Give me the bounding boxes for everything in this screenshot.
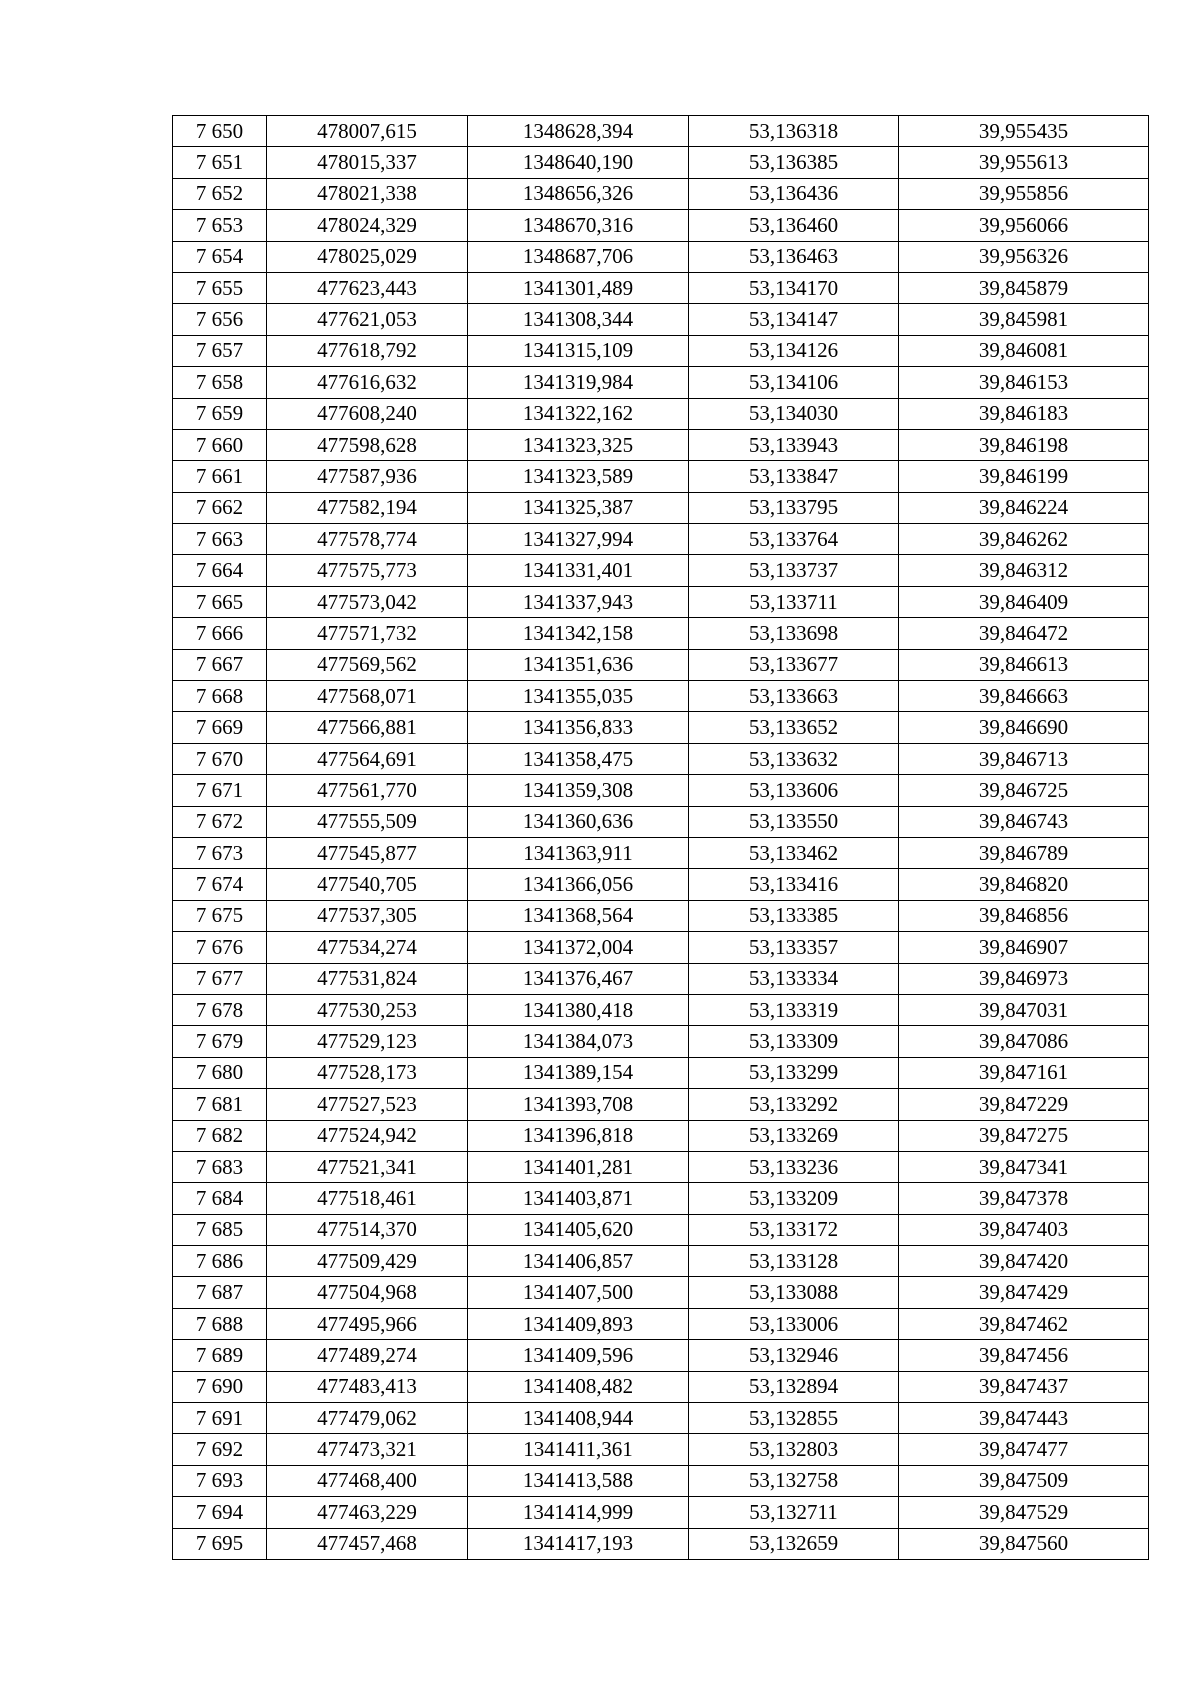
x-coordinate-cell: 477504,968 xyxy=(267,1277,468,1308)
latitude-cell: 53,133309 xyxy=(689,1026,899,1057)
longitude-cell: 39,846713 xyxy=(899,743,1149,774)
latitude-cell: 53,133357 xyxy=(689,932,899,963)
latitude-cell: 53,132711 xyxy=(689,1497,899,1528)
y-coordinate-cell: 1341363,911 xyxy=(468,837,689,868)
point-number-cell: 7 675 xyxy=(173,900,267,931)
table-row xyxy=(173,649,1149,680)
table-row xyxy=(173,304,1149,335)
coordinates-table-body xyxy=(173,116,1149,1560)
x-coordinate-cell: 477463,229 xyxy=(267,1497,468,1528)
y-coordinate-cell: 1341327,994 xyxy=(468,524,689,555)
x-coordinate-cell: 477457,468 xyxy=(267,1528,468,1559)
latitude-cell: 53,133711 xyxy=(689,586,899,617)
latitude-cell: 53,134147 xyxy=(689,304,899,335)
latitude-cell: 53,133299 xyxy=(689,1057,899,1088)
longitude-cell: 39,847275 xyxy=(899,1120,1149,1151)
y-coordinate-cell: 1341331,401 xyxy=(468,555,689,586)
table-row xyxy=(173,869,1149,900)
y-coordinate-cell: 1341368,564 xyxy=(468,900,689,931)
x-coordinate-cell: 477529,123 xyxy=(267,1026,468,1057)
y-coordinate-cell: 1341315,109 xyxy=(468,335,689,366)
latitude-cell: 53,133632 xyxy=(689,743,899,774)
table-row xyxy=(173,178,1149,209)
x-coordinate-cell: 477571,732 xyxy=(267,618,468,649)
latitude-cell: 53,132855 xyxy=(689,1403,899,1434)
x-coordinate-cell: 477479,062 xyxy=(267,1403,468,1434)
latitude-cell: 53,136463 xyxy=(689,241,899,272)
latitude-cell: 53,133088 xyxy=(689,1277,899,1308)
table-row xyxy=(173,1340,1149,1371)
longitude-cell: 39,846725 xyxy=(899,775,1149,806)
point-number-cell: 7 662 xyxy=(173,492,267,523)
x-coordinate-cell: 477621,053 xyxy=(267,304,468,335)
table-row xyxy=(173,1308,1149,1339)
longitude-cell: 39,846907 xyxy=(899,932,1149,963)
y-coordinate-cell: 1341414,999 xyxy=(468,1497,689,1528)
y-coordinate-cell: 1341308,344 xyxy=(468,304,689,335)
longitude-cell: 39,847529 xyxy=(899,1497,1149,1528)
y-coordinate-cell: 1341376,467 xyxy=(468,963,689,994)
table-row xyxy=(173,932,1149,963)
latitude-cell: 53,133764 xyxy=(689,524,899,555)
y-coordinate-cell: 1341396,818 xyxy=(468,1120,689,1151)
y-coordinate-cell: 1341411,361 xyxy=(468,1434,689,1465)
y-coordinate-cell: 1348656,326 xyxy=(468,178,689,209)
latitude-cell: 53,133128 xyxy=(689,1246,899,1277)
point-number-cell: 7 695 xyxy=(173,1528,267,1559)
point-number-cell: 7 672 xyxy=(173,806,267,837)
longitude-cell: 39,847456 xyxy=(899,1340,1149,1371)
x-coordinate-cell: 477489,274 xyxy=(267,1340,468,1371)
x-coordinate-cell: 477564,691 xyxy=(267,743,468,774)
point-number-cell: 7 660 xyxy=(173,429,267,460)
y-coordinate-cell: 1341342,158 xyxy=(468,618,689,649)
x-coordinate-cell: 477495,966 xyxy=(267,1308,468,1339)
y-coordinate-cell: 1341401,281 xyxy=(468,1151,689,1182)
latitude-cell: 53,134170 xyxy=(689,272,899,303)
longitude-cell: 39,847462 xyxy=(899,1308,1149,1339)
table-row xyxy=(173,272,1149,303)
y-coordinate-cell: 1341403,871 xyxy=(468,1183,689,1214)
longitude-cell: 39,847437 xyxy=(899,1371,1149,1402)
point-number-cell: 7 678 xyxy=(173,994,267,1025)
table-row xyxy=(173,1277,1149,1308)
y-coordinate-cell: 1341322,162 xyxy=(468,398,689,429)
y-coordinate-cell: 1341323,589 xyxy=(468,461,689,492)
x-coordinate-cell: 477578,774 xyxy=(267,524,468,555)
point-number-cell: 7 661 xyxy=(173,461,267,492)
x-coordinate-cell: 477518,461 xyxy=(267,1183,468,1214)
latitude-cell: 53,132894 xyxy=(689,1371,899,1402)
point-number-cell: 7 650 xyxy=(173,116,267,147)
y-coordinate-cell: 1341372,004 xyxy=(468,932,689,963)
latitude-cell: 53,134030 xyxy=(689,398,899,429)
y-coordinate-cell: 1341413,588 xyxy=(468,1465,689,1496)
latitude-cell: 53,136436 xyxy=(689,178,899,209)
table-row xyxy=(173,147,1149,178)
latitude-cell: 53,132659 xyxy=(689,1528,899,1559)
table-row xyxy=(173,335,1149,366)
table-row xyxy=(173,775,1149,806)
point-number-cell: 7 688 xyxy=(173,1308,267,1339)
table-row xyxy=(173,1246,1149,1277)
x-coordinate-cell: 477473,321 xyxy=(267,1434,468,1465)
y-coordinate-cell: 1341417,193 xyxy=(468,1528,689,1559)
point-number-cell: 7 685 xyxy=(173,1214,267,1245)
y-coordinate-cell: 1348687,706 xyxy=(468,241,689,272)
longitude-cell: 39,846198 xyxy=(899,429,1149,460)
x-coordinate-cell: 477573,042 xyxy=(267,586,468,617)
latitude-cell: 53,132803 xyxy=(689,1434,899,1465)
point-number-cell: 7 686 xyxy=(173,1246,267,1277)
point-number-cell: 7 681 xyxy=(173,1089,267,1120)
latitude-cell: 53,133334 xyxy=(689,963,899,994)
table-row xyxy=(173,116,1149,147)
latitude-cell: 53,134106 xyxy=(689,367,899,398)
x-coordinate-cell: 477555,509 xyxy=(267,806,468,837)
latitude-cell: 53,133416 xyxy=(689,869,899,900)
table-row xyxy=(173,1057,1149,1088)
x-coordinate-cell: 477608,240 xyxy=(267,398,468,429)
table-row xyxy=(173,1026,1149,1057)
x-coordinate-cell: 477618,792 xyxy=(267,335,468,366)
x-coordinate-cell: 478021,338 xyxy=(267,178,468,209)
longitude-cell: 39,845981 xyxy=(899,304,1149,335)
latitude-cell: 53,136318 xyxy=(689,116,899,147)
y-coordinate-cell: 1341380,418 xyxy=(468,994,689,1025)
x-coordinate-cell: 477616,632 xyxy=(267,367,468,398)
longitude-cell: 39,846081 xyxy=(899,335,1149,366)
x-coordinate-cell: 477582,194 xyxy=(267,492,468,523)
point-number-cell: 7 668 xyxy=(173,681,267,712)
x-coordinate-cell: 477524,942 xyxy=(267,1120,468,1151)
longitude-cell: 39,955435 xyxy=(899,116,1149,147)
y-coordinate-cell: 1341405,620 xyxy=(468,1214,689,1245)
longitude-cell: 39,845879 xyxy=(899,272,1149,303)
x-coordinate-cell: 477528,173 xyxy=(267,1057,468,1088)
point-number-cell: 7 689 xyxy=(173,1340,267,1371)
table-row xyxy=(173,743,1149,774)
longitude-cell: 39,846312 xyxy=(899,555,1149,586)
latitude-cell: 53,136385 xyxy=(689,147,899,178)
x-coordinate-cell: 477468,400 xyxy=(267,1465,468,1496)
latitude-cell: 53,133172 xyxy=(689,1214,899,1245)
table-row xyxy=(173,1528,1149,1559)
y-coordinate-cell: 1341323,325 xyxy=(468,429,689,460)
y-coordinate-cell: 1341408,482 xyxy=(468,1371,689,1402)
x-coordinate-cell: 478015,337 xyxy=(267,147,468,178)
point-number-cell: 7 669 xyxy=(173,712,267,743)
latitude-cell: 53,133677 xyxy=(689,649,899,680)
point-number-cell: 7 658 xyxy=(173,367,267,398)
longitude-cell: 39,847560 xyxy=(899,1528,1149,1559)
longitude-cell: 39,846856 xyxy=(899,900,1149,931)
longitude-cell: 39,847509 xyxy=(899,1465,1149,1496)
table-row xyxy=(173,712,1149,743)
longitude-cell: 39,847443 xyxy=(899,1403,1149,1434)
latitude-cell: 53,133698 xyxy=(689,618,899,649)
point-number-cell: 7 673 xyxy=(173,837,267,868)
latitude-cell: 53,133606 xyxy=(689,775,899,806)
x-coordinate-cell: 477587,936 xyxy=(267,461,468,492)
longitude-cell: 39,847477 xyxy=(899,1434,1149,1465)
latitude-cell: 53,133209 xyxy=(689,1183,899,1214)
y-coordinate-cell: 1341325,387 xyxy=(468,492,689,523)
longitude-cell: 39,846613 xyxy=(899,649,1149,680)
table-row xyxy=(173,241,1149,272)
table-row xyxy=(173,681,1149,712)
table-row xyxy=(173,429,1149,460)
longitude-cell: 39,846183 xyxy=(899,398,1149,429)
x-coordinate-cell: 477514,370 xyxy=(267,1214,468,1245)
latitude-cell: 53,132758 xyxy=(689,1465,899,1496)
y-coordinate-cell: 1341409,893 xyxy=(468,1308,689,1339)
y-coordinate-cell: 1341366,056 xyxy=(468,869,689,900)
point-number-cell: 7 665 xyxy=(173,586,267,617)
y-coordinate-cell: 1341406,857 xyxy=(468,1246,689,1277)
longitude-cell: 39,847161 xyxy=(899,1057,1149,1088)
longitude-cell: 39,846743 xyxy=(899,806,1149,837)
latitude-cell: 53,133236 xyxy=(689,1151,899,1182)
point-number-cell: 7 676 xyxy=(173,932,267,963)
longitude-cell: 39,956066 xyxy=(899,210,1149,241)
point-number-cell: 7 656 xyxy=(173,304,267,335)
point-number-cell: 7 664 xyxy=(173,555,267,586)
y-coordinate-cell: 1348640,190 xyxy=(468,147,689,178)
y-coordinate-cell: 1341389,154 xyxy=(468,1057,689,1088)
y-coordinate-cell: 1341407,500 xyxy=(468,1277,689,1308)
point-number-cell: 7 694 xyxy=(173,1497,267,1528)
longitude-cell: 39,847086 xyxy=(899,1026,1149,1057)
longitude-cell: 39,847420 xyxy=(899,1246,1149,1277)
table-row xyxy=(173,1120,1149,1151)
longitude-cell: 39,846690 xyxy=(899,712,1149,743)
y-coordinate-cell: 1341356,833 xyxy=(468,712,689,743)
x-coordinate-cell: 477521,341 xyxy=(267,1151,468,1182)
latitude-cell: 53,133385 xyxy=(689,900,899,931)
x-coordinate-cell: 477530,253 xyxy=(267,994,468,1025)
point-number-cell: 7 652 xyxy=(173,178,267,209)
y-coordinate-cell: 1341301,489 xyxy=(468,272,689,303)
longitude-cell: 39,847229 xyxy=(899,1089,1149,1120)
longitude-cell: 39,847031 xyxy=(899,994,1149,1025)
x-coordinate-cell: 477598,628 xyxy=(267,429,468,460)
point-number-cell: 7 693 xyxy=(173,1465,267,1496)
y-coordinate-cell: 1341384,073 xyxy=(468,1026,689,1057)
longitude-cell: 39,846224 xyxy=(899,492,1149,523)
latitude-cell: 53,133550 xyxy=(689,806,899,837)
table-row xyxy=(173,1434,1149,1465)
latitude-cell: 53,136460 xyxy=(689,210,899,241)
table-row xyxy=(173,1183,1149,1214)
latitude-cell: 53,133847 xyxy=(689,461,899,492)
latitude-cell: 53,133943 xyxy=(689,429,899,460)
longitude-cell: 39,846199 xyxy=(899,461,1149,492)
latitude-cell: 53,133663 xyxy=(689,681,899,712)
y-coordinate-cell: 1341355,035 xyxy=(468,681,689,712)
coordinates-table xyxy=(172,115,1149,1560)
point-number-cell: 7 682 xyxy=(173,1120,267,1151)
longitude-cell: 39,955613 xyxy=(899,147,1149,178)
table-row xyxy=(173,1497,1149,1528)
longitude-cell: 39,955856 xyxy=(899,178,1149,209)
x-coordinate-cell: 477483,413 xyxy=(267,1371,468,1402)
longitude-cell: 39,846153 xyxy=(899,367,1149,398)
point-number-cell: 7 683 xyxy=(173,1151,267,1182)
point-number-cell: 7 674 xyxy=(173,869,267,900)
y-coordinate-cell: 1341337,943 xyxy=(468,586,689,617)
latitude-cell: 53,134126 xyxy=(689,335,899,366)
table-row xyxy=(173,1371,1149,1402)
x-coordinate-cell: 477575,773 xyxy=(267,555,468,586)
table-row xyxy=(173,837,1149,868)
x-coordinate-cell: 477569,562 xyxy=(267,649,468,680)
point-number-cell: 7 663 xyxy=(173,524,267,555)
y-coordinate-cell: 1341359,308 xyxy=(468,775,689,806)
x-coordinate-cell: 477623,443 xyxy=(267,272,468,303)
latitude-cell: 53,133795 xyxy=(689,492,899,523)
x-coordinate-cell: 477527,523 xyxy=(267,1089,468,1120)
y-coordinate-cell: 1341358,475 xyxy=(468,743,689,774)
table-row xyxy=(173,586,1149,617)
longitude-cell: 39,846789 xyxy=(899,837,1149,868)
y-coordinate-cell: 1348628,394 xyxy=(468,116,689,147)
point-number-cell: 7 655 xyxy=(173,272,267,303)
point-number-cell: 7 684 xyxy=(173,1183,267,1214)
latitude-cell: 53,133292 xyxy=(689,1089,899,1120)
table-row xyxy=(173,618,1149,649)
table-row xyxy=(173,461,1149,492)
table-row xyxy=(173,1465,1149,1496)
point-number-cell: 7 670 xyxy=(173,743,267,774)
x-coordinate-cell: 477545,877 xyxy=(267,837,468,868)
longitude-cell: 39,846472 xyxy=(899,618,1149,649)
longitude-cell: 39,846820 xyxy=(899,869,1149,900)
y-coordinate-cell: 1341409,596 xyxy=(468,1340,689,1371)
point-number-cell: 7 691 xyxy=(173,1403,267,1434)
point-number-cell: 7 666 xyxy=(173,618,267,649)
table-row xyxy=(173,1214,1149,1245)
table-row xyxy=(173,555,1149,586)
x-coordinate-cell: 477534,274 xyxy=(267,932,468,963)
longitude-cell: 39,956326 xyxy=(899,241,1149,272)
x-coordinate-cell: 477566,881 xyxy=(267,712,468,743)
x-coordinate-cell: 478024,329 xyxy=(267,210,468,241)
table-row xyxy=(173,398,1149,429)
point-number-cell: 7 654 xyxy=(173,241,267,272)
x-coordinate-cell: 477540,705 xyxy=(267,869,468,900)
table-row xyxy=(173,1151,1149,1182)
latitude-cell: 53,133462 xyxy=(689,837,899,868)
longitude-cell: 39,847341 xyxy=(899,1151,1149,1182)
table-row xyxy=(173,900,1149,931)
latitude-cell: 53,133652 xyxy=(689,712,899,743)
longitude-cell: 39,847403 xyxy=(899,1214,1149,1245)
table-row xyxy=(173,806,1149,837)
longitude-cell: 39,846663 xyxy=(899,681,1149,712)
longitude-cell: 39,846409 xyxy=(899,586,1149,617)
table-row xyxy=(173,210,1149,241)
y-coordinate-cell: 1341319,984 xyxy=(468,367,689,398)
point-number-cell: 7 651 xyxy=(173,147,267,178)
table-row xyxy=(173,994,1149,1025)
x-coordinate-cell: 477568,071 xyxy=(267,681,468,712)
point-number-cell: 7 679 xyxy=(173,1026,267,1057)
latitude-cell: 53,133319 xyxy=(689,994,899,1025)
x-coordinate-cell: 477509,429 xyxy=(267,1246,468,1277)
point-number-cell: 7 671 xyxy=(173,775,267,806)
latitude-cell: 53,133269 xyxy=(689,1120,899,1151)
y-coordinate-cell: 1341351,636 xyxy=(468,649,689,680)
table-row xyxy=(173,492,1149,523)
x-coordinate-cell: 477561,770 xyxy=(267,775,468,806)
longitude-cell: 39,847378 xyxy=(899,1183,1149,1214)
point-number-cell: 7 657 xyxy=(173,335,267,366)
point-number-cell: 7 680 xyxy=(173,1057,267,1088)
table-row xyxy=(173,1403,1149,1434)
y-coordinate-cell: 1341393,708 xyxy=(468,1089,689,1120)
latitude-cell: 53,133006 xyxy=(689,1308,899,1339)
x-coordinate-cell: 478025,029 xyxy=(267,241,468,272)
point-number-cell: 7 687 xyxy=(173,1277,267,1308)
x-coordinate-cell: 477537,305 xyxy=(267,900,468,931)
y-coordinate-cell: 1348670,316 xyxy=(468,210,689,241)
x-coordinate-cell: 478007,615 xyxy=(267,116,468,147)
point-number-cell: 7 653 xyxy=(173,210,267,241)
table-row xyxy=(173,963,1149,994)
x-coordinate-cell: 477531,824 xyxy=(267,963,468,994)
point-number-cell: 7 667 xyxy=(173,649,267,680)
point-number-cell: 7 659 xyxy=(173,398,267,429)
longitude-cell: 39,846262 xyxy=(899,524,1149,555)
longitude-cell: 39,847429 xyxy=(899,1277,1149,1308)
latitude-cell: 53,133737 xyxy=(689,555,899,586)
table-row xyxy=(173,367,1149,398)
table-row xyxy=(173,524,1149,555)
point-number-cell: 7 692 xyxy=(173,1434,267,1465)
point-number-cell: 7 690 xyxy=(173,1371,267,1402)
y-coordinate-cell: 1341408,944 xyxy=(468,1403,689,1434)
latitude-cell: 53,132946 xyxy=(689,1340,899,1371)
point-number-cell: 7 677 xyxy=(173,963,267,994)
longitude-cell: 39,846973 xyxy=(899,963,1149,994)
y-coordinate-cell: 1341360,636 xyxy=(468,806,689,837)
table-row xyxy=(173,1089,1149,1120)
